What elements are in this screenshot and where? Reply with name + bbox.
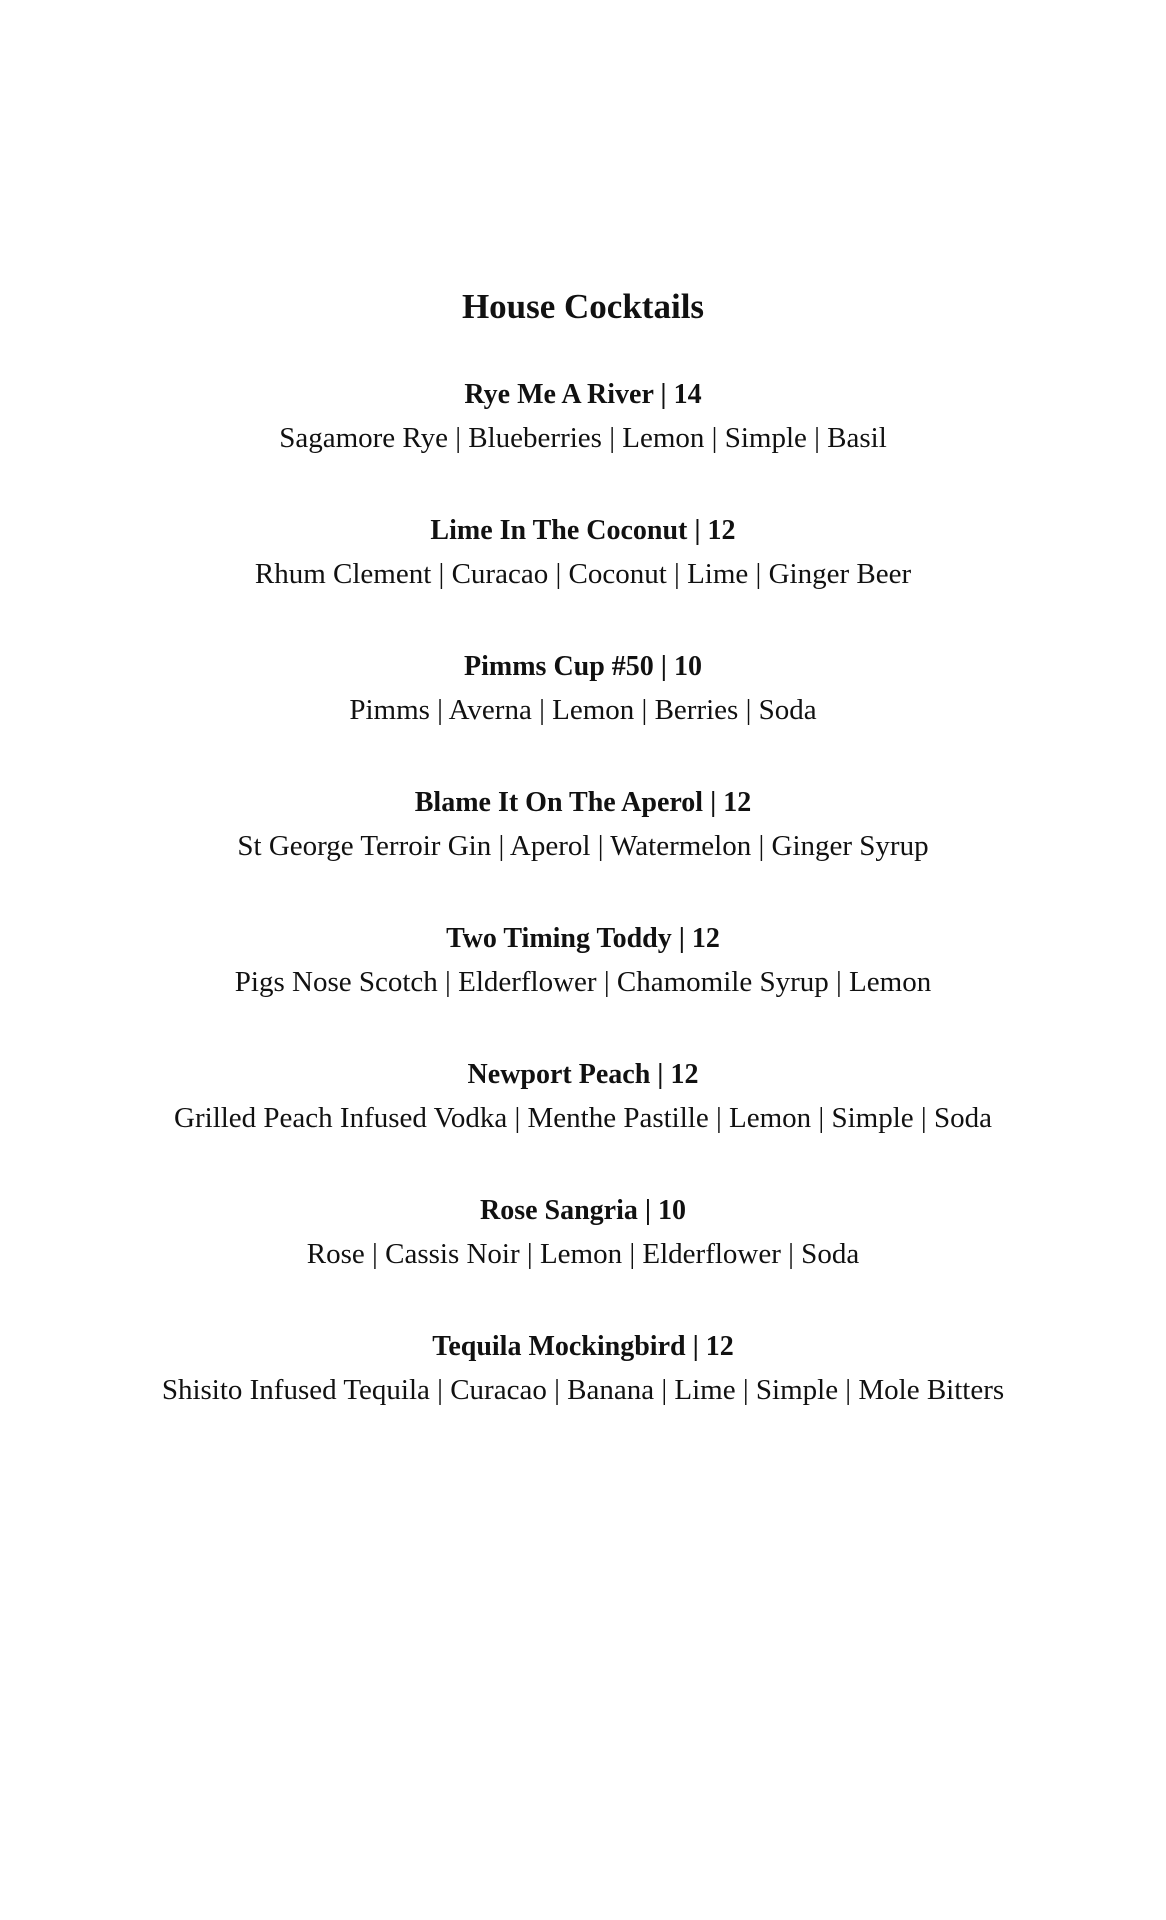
cocktail-name: Rye Me A River | 14 bbox=[464, 379, 702, 410]
cocktail-name: Two Timing Toddy | 12 bbox=[446, 923, 720, 954]
cocktail-item-newport-peach bbox=[0, 1054, 1166, 1190]
cocktail-ingredients: Pimms | Averna | Lemon | Berries | Soda bbox=[349, 694, 817, 726]
cocktail-item-rye-me-a-river bbox=[0, 374, 1166, 510]
cocktail-item-tequila-mockingbird bbox=[0, 1326, 1166, 1462]
cocktail-name: Lime In The Coconut | 12 bbox=[430, 515, 736, 546]
cocktail-ingredients: Rose | Cassis Noir | Lemon | Elderflower | Soda bbox=[306, 1238, 860, 1270]
cocktail-ingredients: St George Terroir Gin | Aperol | Watermelon | Ginger Syrup bbox=[237, 830, 929, 862]
menu-title: House Cocktails bbox=[461, 287, 705, 326]
cocktail-item-two-timing-toddy bbox=[0, 918, 1166, 1054]
cocktail-ingredients: Sagamore Rye | Blueberries | Lemon | Simple | Basil bbox=[279, 422, 887, 454]
cocktail-ingredients: Grilled Peach Infused Vodka | Menthe Pastille | Lemon | Simple | Soda bbox=[174, 1102, 992, 1134]
cocktail-name: Pimms Cup #50 | 10 bbox=[464, 651, 702, 682]
cocktail-item-rose-sangria bbox=[0, 1190, 1166, 1326]
cocktail-ingredients: Pigs Nose Scotch | Elderflower | Chamomile Syrup | Lemon bbox=[234, 966, 932, 998]
cocktail-item-blame-it-on-the-aperol bbox=[0, 782, 1166, 918]
cocktail-item-lime-in-the-coconut bbox=[0, 510, 1166, 646]
cocktail-item-pimms-cup bbox=[0, 646, 1166, 782]
cocktail-list bbox=[0, 374, 1166, 1462]
cocktail-name: Tequila Mockingbird | 12 bbox=[432, 1331, 734, 1362]
cocktail-name: Newport Peach | 12 bbox=[467, 1059, 699, 1090]
cocktail-ingredients: Rhum Clement | Curacao | Coconut | Lime | Ginger Beer bbox=[254, 558, 912, 590]
cocktail-name: Rose Sangria | 10 bbox=[479, 1195, 687, 1226]
cocktail-name: Blame It On The Aperol | 12 bbox=[414, 787, 752, 818]
cocktail-ingredients: Shisito Infused Tequila | Curacao | Banana | Lime | Simple | Mole Bitters bbox=[161, 1374, 1005, 1406]
